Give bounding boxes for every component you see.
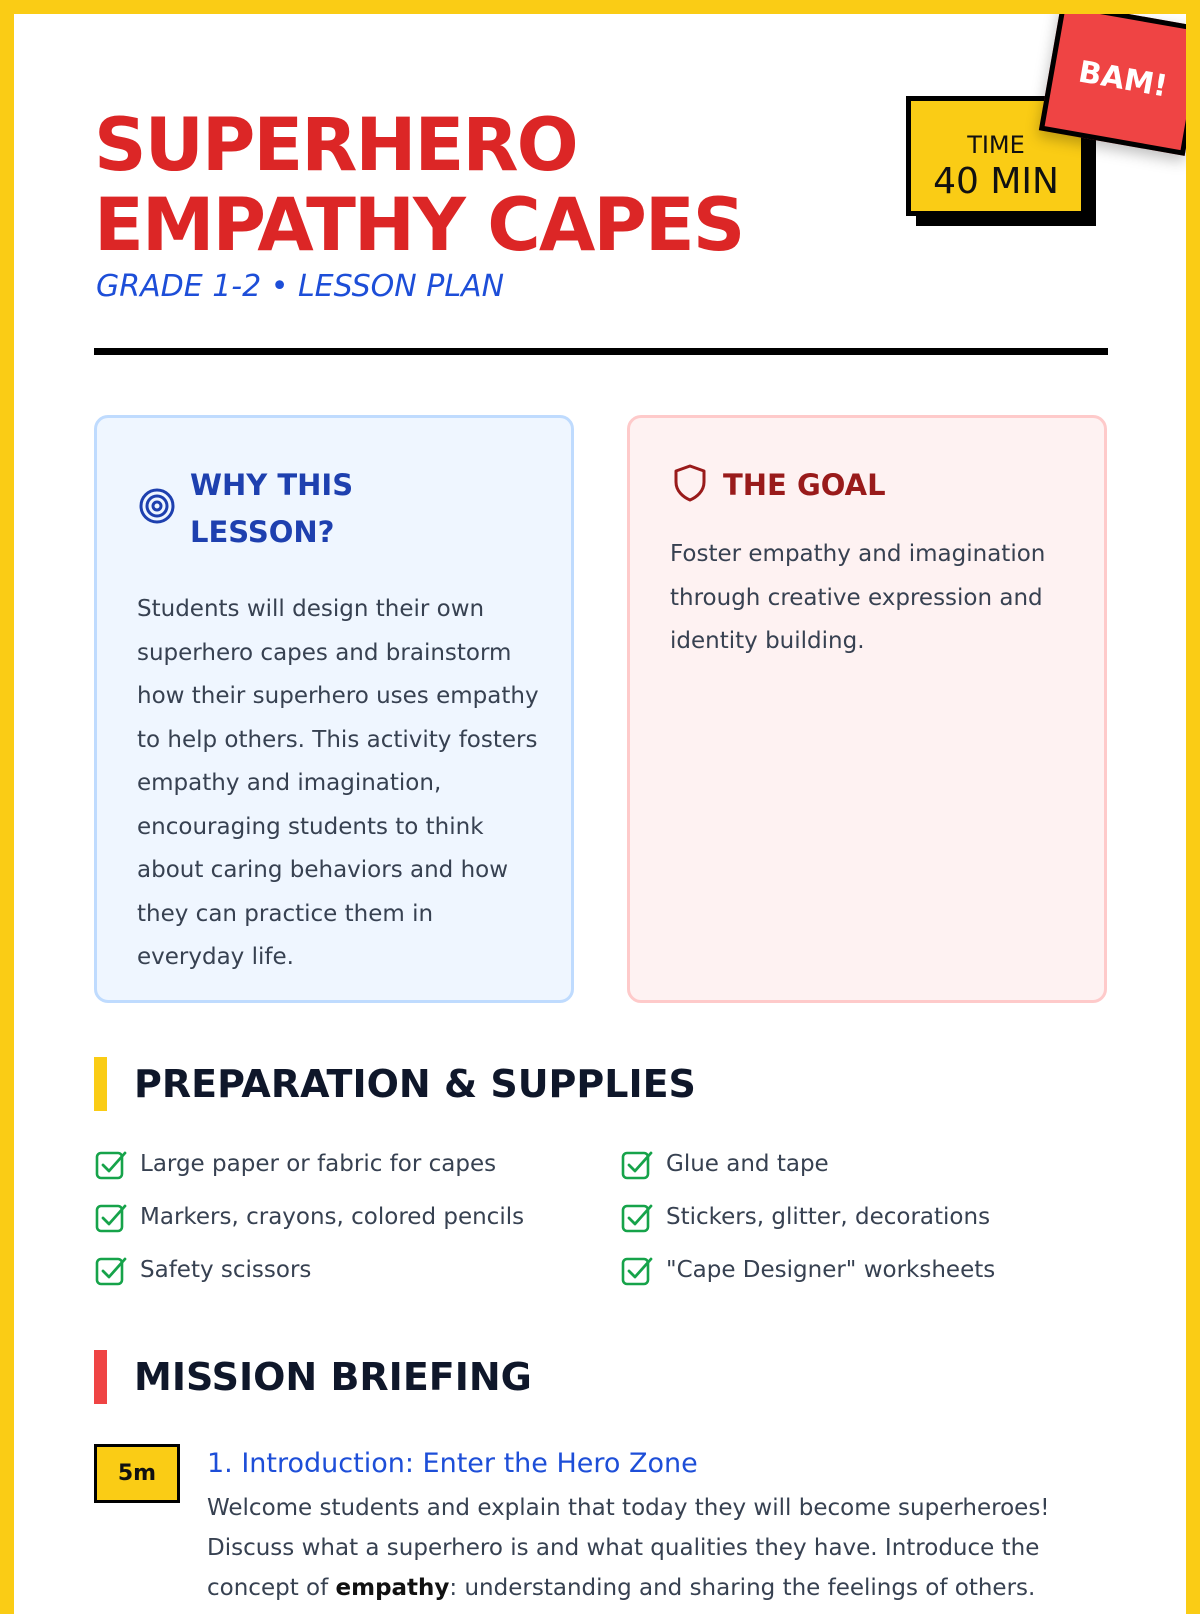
supply-item bbox=[620, 1250, 995, 1290]
checkbox-checked-icon bbox=[620, 1200, 654, 1234]
step-description bbox=[207, 1488, 1097, 1608]
bam-sticker-text: BAM! bbox=[1075, 53, 1171, 105]
lesson-subtitle: GRADE 1-2 • LESSON PLAN bbox=[96, 269, 505, 304]
supply-item bbox=[620, 1144, 829, 1184]
time-label: TIME bbox=[967, 131, 1025, 159]
step-duration: 5m bbox=[117, 1461, 157, 1486]
why-this-lesson-text: Students will design their own superhero capes and brainstorm how their superhero uses empathy to help others. This activity fosters empathy and imagination, encouraging students to think about caring behaviors and how they can practice them in everyday life. bbox=[137, 596, 539, 970]
goal-card bbox=[627, 415, 1107, 1003]
why-this-lesson-card bbox=[94, 415, 574, 1003]
shield-icon bbox=[670, 463, 710, 503]
goal-text: Foster empathy and imagination through creative expression and identity building. bbox=[670, 541, 1046, 654]
supply-item-label: "Cape Designer" worksheets bbox=[666, 1257, 996, 1283]
mission-accent-bar bbox=[94, 1350, 107, 1404]
target-icon bbox=[137, 486, 177, 526]
supply-item bbox=[94, 1197, 524, 1237]
lesson-plan-sheet bbox=[14, 14, 1186, 1614]
supply-item bbox=[620, 1197, 990, 1237]
supplies-accent-bar bbox=[94, 1057, 107, 1111]
lesson-title bbox=[94, 103, 744, 268]
checkbox-checked-icon bbox=[94, 1253, 128, 1287]
lesson-title-line1: SUPERHERO bbox=[94, 103, 577, 188]
supply-item bbox=[94, 1144, 496, 1184]
checkbox-checked-icon bbox=[620, 1253, 654, 1287]
step-text-end: : understanding and sharing the feelings of others. bbox=[449, 1575, 1036, 1601]
supply-item bbox=[94, 1250, 311, 1290]
time-value: 40 MIN bbox=[933, 161, 1059, 202]
supply-item-label: Glue and tape bbox=[666, 1151, 829, 1177]
lesson-title-line2: EMPATHY CAPES bbox=[94, 183, 744, 268]
supply-item-label: Large paper or fabric for capes bbox=[140, 1151, 497, 1177]
step-duration-badge bbox=[94, 1444, 180, 1503]
header-divider bbox=[94, 348, 1108, 355]
supplies-heading: PREPARATION & SUPPLIES bbox=[134, 1062, 696, 1106]
why-this-lesson-heading: WHY THIS LESSON? bbox=[190, 468, 354, 549]
step-title: 1. Introduction: Enter the Hero Zone bbox=[207, 1448, 698, 1479]
checkbox-checked-icon bbox=[620, 1147, 654, 1181]
step-text-start: Welcome students and explain that today they will become superheroes! Discuss what a superhero is and what qualities they have. Introduce the concept of bbox=[207, 1495, 1050, 1601]
checkbox-checked-icon bbox=[94, 1147, 128, 1181]
mission-heading: MISSION BRIEFING bbox=[134, 1355, 532, 1399]
supply-item-label: Safety scissors bbox=[140, 1257, 312, 1283]
supply-item-label: Stickers, glitter, decorations bbox=[666, 1204, 991, 1230]
supply-item-label: Markers, crayons, colored pencils bbox=[140, 1204, 525, 1230]
goal-heading: THE GOAL bbox=[723, 468, 886, 502]
step-text-keyword: empathy bbox=[335, 1575, 450, 1601]
checkbox-checked-icon bbox=[94, 1200, 128, 1234]
